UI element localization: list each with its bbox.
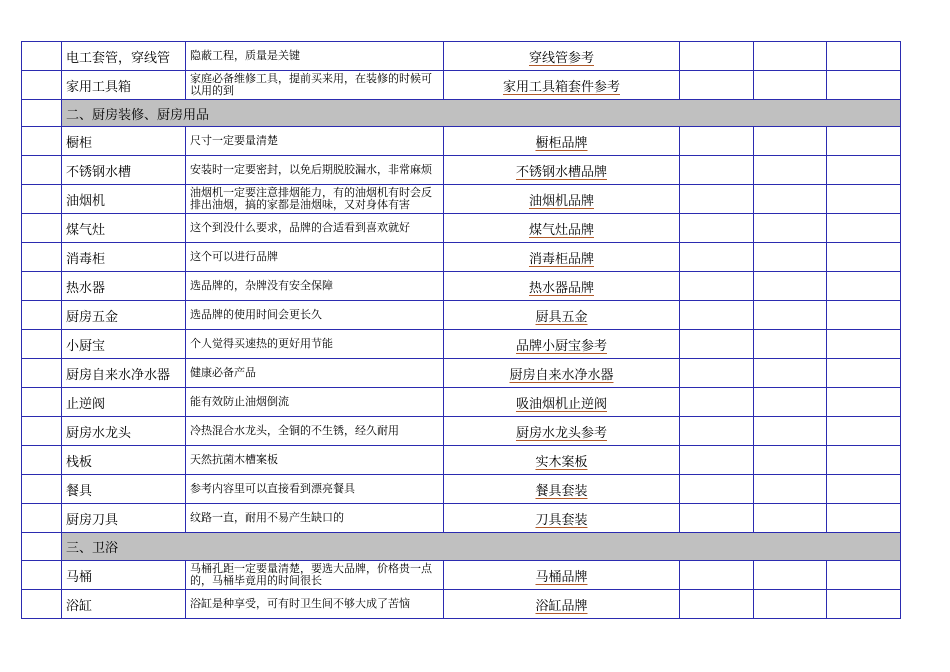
- empty-cell[interactable]: [680, 272, 754, 301]
- reference-link[interactable]: 厨具五金: [535, 309, 588, 325]
- reference-link[interactable]: 厨房水龙头参考: [515, 425, 607, 441]
- empty-cell[interactable]: [754, 561, 827, 590]
- table-row: [22, 71, 901, 100]
- item-name-cell[interactable]: [62, 301, 186, 330]
- empty-cell[interactable]: [680, 359, 754, 388]
- item-name-cell[interactable]: [62, 214, 186, 243]
- item-note-cell[interactable]: [186, 561, 444, 590]
- item-name-cell[interactable]: [62, 388, 186, 417]
- empty-cell[interactable]: [754, 417, 827, 446]
- empty-cell[interactable]: [680, 127, 754, 156]
- item-name-cell[interactable]: [62, 272, 186, 301]
- item-name: 电工套管，穿线管: [66, 50, 171, 66]
- row-margin-cell[interactable]: [22, 42, 62, 71]
- section-header-row: [22, 533, 901, 561]
- item-name-cell[interactable]: [62, 561, 186, 590]
- empty-cell[interactable]: [827, 504, 901, 533]
- item-name-cell[interactable]: [62, 127, 186, 156]
- empty-cell[interactable]: [754, 272, 827, 301]
- item-link-cell[interactable]: [444, 243, 680, 272]
- section-title-cell[interactable]: [62, 100, 901, 127]
- empty-cell[interactable]: [754, 301, 827, 330]
- empty-cell[interactable]: [680, 330, 754, 359]
- section-header-row: [22, 100, 901, 127]
- empty-cell[interactable]: [827, 561, 901, 590]
- item-note: 能有效防止油烟倒流: [190, 395, 289, 408]
- item-note: 选品牌的使用时间会更长久: [190, 308, 322, 321]
- item-note-cell[interactable]: [186, 185, 444, 214]
- item-note: 安装时一定要密封，以免后期脱胶漏水，非常麻烦: [190, 163, 432, 176]
- item-note-cell[interactable]: [186, 417, 444, 446]
- item-name-cell[interactable]: [62, 185, 186, 214]
- table-row: [22, 127, 901, 156]
- row-margin-cell[interactable]: [22, 185, 62, 214]
- row-margin-cell[interactable]: [22, 446, 62, 475]
- empty-cell[interactable]: [827, 446, 901, 475]
- empty-cell[interactable]: [754, 359, 827, 388]
- item-name: 煤气灶: [66, 222, 106, 238]
- row-margin-cell[interactable]: [22, 330, 62, 359]
- item-name: 厨房五金: [66, 309, 119, 325]
- item-note-cell[interactable]: [186, 156, 444, 185]
- table-row: [22, 185, 901, 214]
- empty-cell[interactable]: [680, 214, 754, 243]
- empty-cell[interactable]: [680, 156, 754, 185]
- empty-cell[interactable]: [680, 475, 754, 504]
- table-row: [22, 388, 901, 417]
- empty-cell[interactable]: [754, 156, 827, 185]
- row-margin-cell[interactable]: [22, 156, 62, 185]
- empty-cell[interactable]: [754, 127, 827, 156]
- table-row: [22, 446, 901, 475]
- empty-cell[interactable]: [680, 561, 754, 590]
- item-name-cell[interactable]: [62, 71, 186, 100]
- reference-link[interactable]: 浴缸品牌: [535, 598, 588, 614]
- table-row: [22, 417, 901, 446]
- row-margin-cell[interactable]: [22, 533, 62, 561]
- item-link-cell[interactable]: [444, 214, 680, 243]
- item-name-cell[interactable]: [62, 330, 186, 359]
- item-link-cell[interactable]: [444, 71, 680, 100]
- item-note: 浴缸是种享受，可有时卫生间不够大成了苦恼: [190, 597, 410, 610]
- table-row: [22, 42, 901, 71]
- item-name-cell[interactable]: [62, 156, 186, 185]
- item-note-cell[interactable]: [186, 272, 444, 301]
- row-margin-cell[interactable]: [22, 359, 62, 388]
- reference-link[interactable]: 厨房自来水净水器: [509, 367, 614, 383]
- reference-link[interactable]: 热水器品牌: [528, 280, 594, 296]
- item-name: 浴缸: [66, 598, 93, 614]
- item-name: 不锈钢水槽: [66, 164, 132, 180]
- reference-link[interactable]: 吸油烟机止逆阀: [515, 396, 607, 412]
- item-name-cell[interactable]: [62, 475, 186, 504]
- item-link-cell[interactable]: [444, 446, 680, 475]
- table-row: [22, 243, 901, 272]
- table-row: [22, 330, 901, 359]
- item-name: 厨房自来水净水器: [66, 367, 171, 383]
- empty-cell[interactable]: [754, 214, 827, 243]
- item-note: 个人觉得买速热的更好用节能: [190, 337, 333, 350]
- empty-cell[interactable]: [680, 590, 754, 619]
- item-name-cell[interactable]: [62, 359, 186, 388]
- empty-cell[interactable]: [827, 330, 901, 359]
- row-margin-cell[interactable]: [22, 100, 62, 127]
- empty-cell[interactable]: [680, 71, 754, 100]
- item-link-cell[interactable]: [444, 475, 680, 504]
- item-link-cell[interactable]: [444, 330, 680, 359]
- item-note-cell[interactable]: [186, 71, 444, 100]
- empty-cell[interactable]: [827, 475, 901, 504]
- empty-cell[interactable]: [680, 243, 754, 272]
- section-title: 二、厨房装修、厨房用品: [66, 107, 210, 123]
- item-link-cell[interactable]: [444, 590, 680, 619]
- row-margin-cell[interactable]: [22, 475, 62, 504]
- item-link-cell[interactable]: [444, 388, 680, 417]
- item-name-cell[interactable]: [62, 243, 186, 272]
- item-name: 消毒柜: [66, 251, 106, 267]
- table-row: [22, 156, 901, 185]
- empty-cell[interactable]: [680, 388, 754, 417]
- item-link-cell[interactable]: [444, 359, 680, 388]
- item-note: 选品牌的，杂牌没有安全保障: [190, 279, 333, 292]
- item-note: 健康必备产品: [190, 366, 256, 379]
- item-note: 冷热混合水龙头，全铜的不生锈，经久耐用: [190, 424, 399, 437]
- table-row: [22, 590, 901, 619]
- table-row: [22, 214, 901, 243]
- item-note-cell[interactable]: [186, 359, 444, 388]
- item-name-cell[interactable]: [62, 417, 186, 446]
- empty-cell[interactable]: [754, 330, 827, 359]
- item-note-cell[interactable]: [186, 127, 444, 156]
- item-note-cell[interactable]: [186, 388, 444, 417]
- empty-cell[interactable]: [754, 446, 827, 475]
- table-row: [22, 359, 901, 388]
- section-title-cell[interactable]: [62, 533, 901, 561]
- item-note: 这个可以进行品牌: [190, 250, 278, 263]
- table-row: [22, 272, 901, 301]
- empty-cell[interactable]: [754, 590, 827, 619]
- row-margin-cell[interactable]: [22, 590, 62, 619]
- item-link-cell[interactable]: [444, 185, 680, 214]
- item-link-cell[interactable]: [444, 127, 680, 156]
- item-link-cell[interactable]: [444, 272, 680, 301]
- reference-link[interactable]: 煤气灶品牌: [528, 222, 594, 238]
- item-note-cell[interactable]: [186, 590, 444, 619]
- empty-cell[interactable]: [754, 475, 827, 504]
- empty-cell[interactable]: [754, 388, 827, 417]
- table-row: [22, 301, 901, 330]
- reference-link[interactable]: 马桶品牌: [535, 569, 588, 585]
- row-margin-cell[interactable]: [22, 243, 62, 272]
- item-name: 油烟机: [66, 193, 106, 209]
- item-note: 隐蔽工程，质量是关键: [190, 49, 300, 62]
- row-margin-cell[interactable]: [22, 301, 62, 330]
- empty-cell[interactable]: [754, 504, 827, 533]
- table-row: [22, 504, 901, 533]
- table-row: [22, 475, 901, 504]
- empty-cell[interactable]: [827, 71, 901, 100]
- item-note-cell[interactable]: [186, 214, 444, 243]
- row-margin-cell[interactable]: [22, 214, 62, 243]
- reference-link[interactable]: 不锈钢水槽品牌: [515, 164, 607, 180]
- empty-cell[interactable]: [827, 590, 901, 619]
- item-name: 马桶: [66, 569, 93, 585]
- item-note-cell[interactable]: [186, 446, 444, 475]
- item-note: 尺寸一定要量清楚: [190, 134, 278, 147]
- empty-cell[interactable]: [827, 243, 901, 272]
- item-note-cell[interactable]: [186, 42, 444, 71]
- empty-cell[interactable]: [680, 417, 754, 446]
- item-note-cell[interactable]: [186, 243, 444, 272]
- reference-link[interactable]: 品牌小厨宝参考: [515, 338, 607, 354]
- empty-cell[interactable]: [827, 359, 901, 388]
- item-note-cell[interactable]: [186, 504, 444, 533]
- empty-cell[interactable]: [827, 301, 901, 330]
- empty-cell[interactable]: [680, 185, 754, 214]
- item-note-cell[interactable]: [186, 330, 444, 359]
- item-name: 厨房刀具: [66, 512, 119, 528]
- empty-cell[interactable]: [827, 185, 901, 214]
- item-link-cell[interactable]: [444, 561, 680, 590]
- item-link-cell[interactable]: [444, 301, 680, 330]
- empty-cell[interactable]: [827, 417, 901, 446]
- spreadsheet-table: [21, 41, 901, 619]
- reference-link[interactable]: 消毒柜品牌: [528, 251, 594, 267]
- item-name: 栈板: [66, 454, 93, 470]
- row-margin-cell[interactable]: [22, 127, 62, 156]
- row-margin-cell[interactable]: [22, 272, 62, 301]
- row-margin-cell[interactable]: [22, 388, 62, 417]
- empty-cell[interactable]: [680, 504, 754, 533]
- item-link-cell[interactable]: [444, 42, 680, 71]
- empty-cell[interactable]: [827, 388, 901, 417]
- item-note: 参考内容里可以直接看到漂亮餐具: [190, 482, 355, 495]
- item-name: 家用工具箱: [66, 79, 132, 95]
- empty-cell[interactable]: [680, 42, 754, 71]
- item-note: 马桶孔距一定要量清楚，要选大品牌，价格贵一点的，马桶毕竟用的时间很长: [190, 562, 432, 587]
- empty-cell[interactable]: [754, 243, 827, 272]
- item-name-cell[interactable]: [62, 590, 186, 619]
- reference-link[interactable]: 家用工具箱套件参考: [502, 79, 620, 95]
- empty-cell[interactable]: [827, 42, 901, 71]
- item-name: 橱柜: [66, 135, 93, 151]
- item-link-cell[interactable]: [444, 417, 680, 446]
- item-link-cell[interactable]: [444, 504, 680, 533]
- empty-cell[interactable]: [754, 42, 827, 71]
- row-margin-cell[interactable]: [22, 561, 62, 590]
- item-name-cell[interactable]: [62, 504, 186, 533]
- item-name-cell[interactable]: [62, 446, 186, 475]
- item-note-cell[interactable]: [186, 301, 444, 330]
- item-name-cell[interactable]: [62, 42, 186, 71]
- item-name: 小厨宝: [66, 338, 106, 354]
- item-note: 家庭必备维修工具，提前买来用，在装修的时候可以用的到: [190, 72, 432, 97]
- item-note: 油烟机一定要注意排烟能力，有的油烟机有时会反排出油烟，搞的家都是油烟味，又对身体有害: [190, 186, 432, 211]
- item-name: 厨房水龙头: [66, 425, 132, 441]
- item-link-cell[interactable]: [444, 156, 680, 185]
- table-row: [22, 561, 901, 590]
- empty-cell[interactable]: [680, 301, 754, 330]
- item-note: 这个到没什么要求，品牌的合适看到喜欢就好: [190, 221, 410, 234]
- empty-cell[interactable]: [827, 156, 901, 185]
- empty-cell[interactable]: [827, 127, 901, 156]
- item-name: 止逆阀: [66, 396, 106, 412]
- reference-link[interactable]: 穿线管参考: [528, 50, 594, 66]
- empty-cell[interactable]: [827, 272, 901, 301]
- reference-link[interactable]: 刀具套装: [535, 512, 588, 528]
- item-note: 天然抗菌木槽案板: [190, 453, 278, 466]
- empty-cell[interactable]: [754, 71, 827, 100]
- reference-link[interactable]: 橱柜品牌: [535, 135, 588, 151]
- empty-cell[interactable]: [680, 446, 754, 475]
- empty-cell[interactable]: [827, 214, 901, 243]
- section-title: 三、卫浴: [66, 541, 119, 556]
- reference-link[interactable]: 油烟机品牌: [528, 193, 594, 209]
- row-margin-cell[interactable]: [22, 504, 62, 533]
- row-margin-cell[interactable]: [22, 71, 62, 100]
- reference-link[interactable]: 餐具套装: [535, 483, 588, 499]
- item-note: 纹路一直，耐用不易产生缺口的: [190, 511, 344, 524]
- empty-cell[interactable]: [754, 185, 827, 214]
- row-margin-cell[interactable]: [22, 417, 62, 446]
- reference-link[interactable]: 实木案板: [535, 454, 588, 470]
- item-note-cell[interactable]: [186, 475, 444, 504]
- item-name: 热水器: [66, 280, 106, 296]
- item-name: 餐具: [66, 483, 93, 499]
